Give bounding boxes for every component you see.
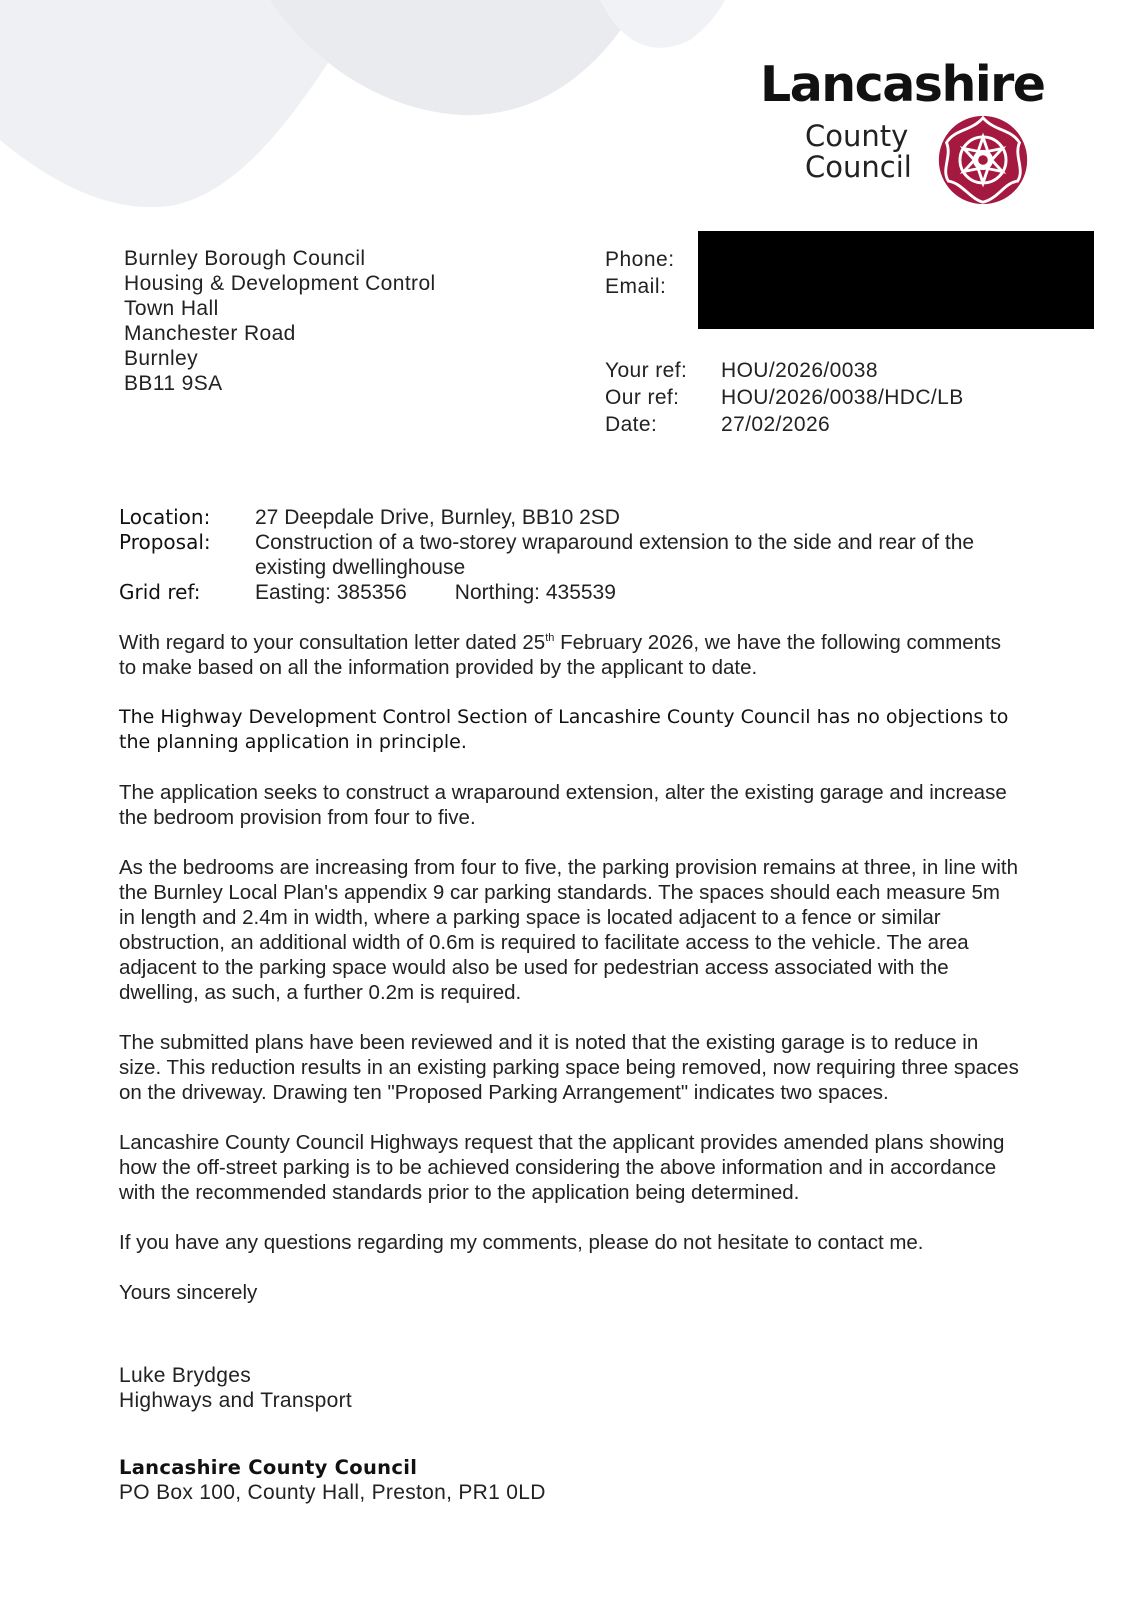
grid-ref-row <box>119 580 1015 605</box>
letter-body <box>119 630 1019 1330</box>
intro-text-cont: February 2026, we have the following comments to make based on all the information provided by the applicant to date. <box>119 631 1002 679</box>
body-paragraph: If you have any questions regarding my comments, please do not hesitate to contact me. <box>119 1231 924 1254</box>
body-paragraph: Lancashire County Council Highways request that the applicant provides amended plans showing how the off-street parking is to be achieved considering the above information and in accordance with the recommended standards prior to the application being determined. <box>119 1131 1005 1204</box>
location-row <box>119 505 1015 530</box>
easting-value: Easting: 385356 <box>255 581 407 604</box>
intro-text: With regard to your consultation letter dated 25 <box>119 631 546 654</box>
intro-paragraph <box>119 630 1019 680</box>
proposal-row <box>119 530 1015 580</box>
logo-wordmark: Lancashire <box>760 56 1045 113</box>
footer-postal-address: PO Box 100, County Hall, Preston, PR1 0LD <box>119 1481 546 1504</box>
address-line: Burnley <box>124 347 199 370</box>
reference-block <box>605 357 964 438</box>
logo-council: Council <box>805 150 912 184</box>
recipient-address <box>124 246 436 396</box>
application-details <box>119 505 1015 605</box>
date-label: Date: <box>605 413 658 436</box>
your-ref-label: Your ref: <box>605 359 688 382</box>
your-ref-value: HOU/2026/0038 <box>721 359 878 382</box>
address-line: Burnley Borough Council <box>124 247 366 270</box>
date-row <box>605 411 964 438</box>
footer-address <box>119 1455 546 1505</box>
closing: Yours sincerely <box>119 1281 258 1304</box>
your-ref-row <box>605 357 964 384</box>
address-line: BB11 9SA <box>124 372 223 395</box>
contact-block <box>605 246 675 300</box>
body-paragraph: The application seeks to construct a wraparound extension, alter the existing garage and increase the bedroom provision from four to five. <box>119 781 1007 829</box>
address-line: Manchester Road <box>124 322 296 345</box>
address-line: Housing & Development Control <box>124 272 436 295</box>
grid-ref-label: Grid ref: <box>119 580 201 604</box>
logo-county: County <box>805 119 909 153</box>
our-ref-row <box>605 384 964 411</box>
red-rose-icon <box>935 112 1031 208</box>
footer-organisation: Lancashire County Council <box>119 1456 418 1479</box>
date-value: 27/02/2026 <box>721 413 831 436</box>
location-label: Location: <box>119 505 211 529</box>
our-ref-value: HOU/2026/0038/HDC/LB <box>721 386 964 409</box>
address-line: Town Hall <box>124 297 219 320</box>
phone-label: Phone: <box>605 248 675 271</box>
ordinal-suffix: th <box>545 632 555 645</box>
redacted-contact-details <box>698 231 1094 329</box>
decision-paragraph: The Highway Development Control Section of Lancashire County Council has no objections to the planning application in principle. <box>119 706 1009 753</box>
our-ref-label: Our ref: <box>605 386 680 409</box>
signatory-department: Highways and Transport <box>119 1389 353 1412</box>
body-paragraph: The submitted plans have been reviewed and it is noted that the existing garage is to reduce in size. This reduction results in an existing parking space being removed, now requiring three spaces on the driveway. Drawing ten "Proposed Parking Arrangement" indicates two spaces. <box>119 1031 1019 1104</box>
proposal-label: Proposal: <box>119 530 211 554</box>
email-label: Email: <box>605 275 667 298</box>
lancashire-county-council-logo <box>760 56 1060 210</box>
location-value: 27 Deepdale Drive, Burnley, BB10 2SD <box>255 506 620 529</box>
signature-block <box>119 1363 352 1413</box>
proposal-value: Construction of a two-storey wraparound extension to the side and rear of the existing dwellinghouse <box>255 531 975 579</box>
body-paragraph: As the bedrooms are increasing from four to five, the parking provision remains at three, in line with the Burnley Local Plan's appendix 9 car parking standards. The spaces should each measure 5m in length and 2.4m in width, where a parking space is located adjacent to a fence or similar obstruction, an additional width of 0.6m is required to facilitate access to the vehicle. The area adjacent to the parking space would also be used for pedestrian access associated with the dwelling, as such, a further 0.2m is required. <box>119 856 1019 1004</box>
northing-value: Northing: 435539 <box>454 581 616 604</box>
signatory-name: Luke Brydges <box>119 1364 252 1387</box>
